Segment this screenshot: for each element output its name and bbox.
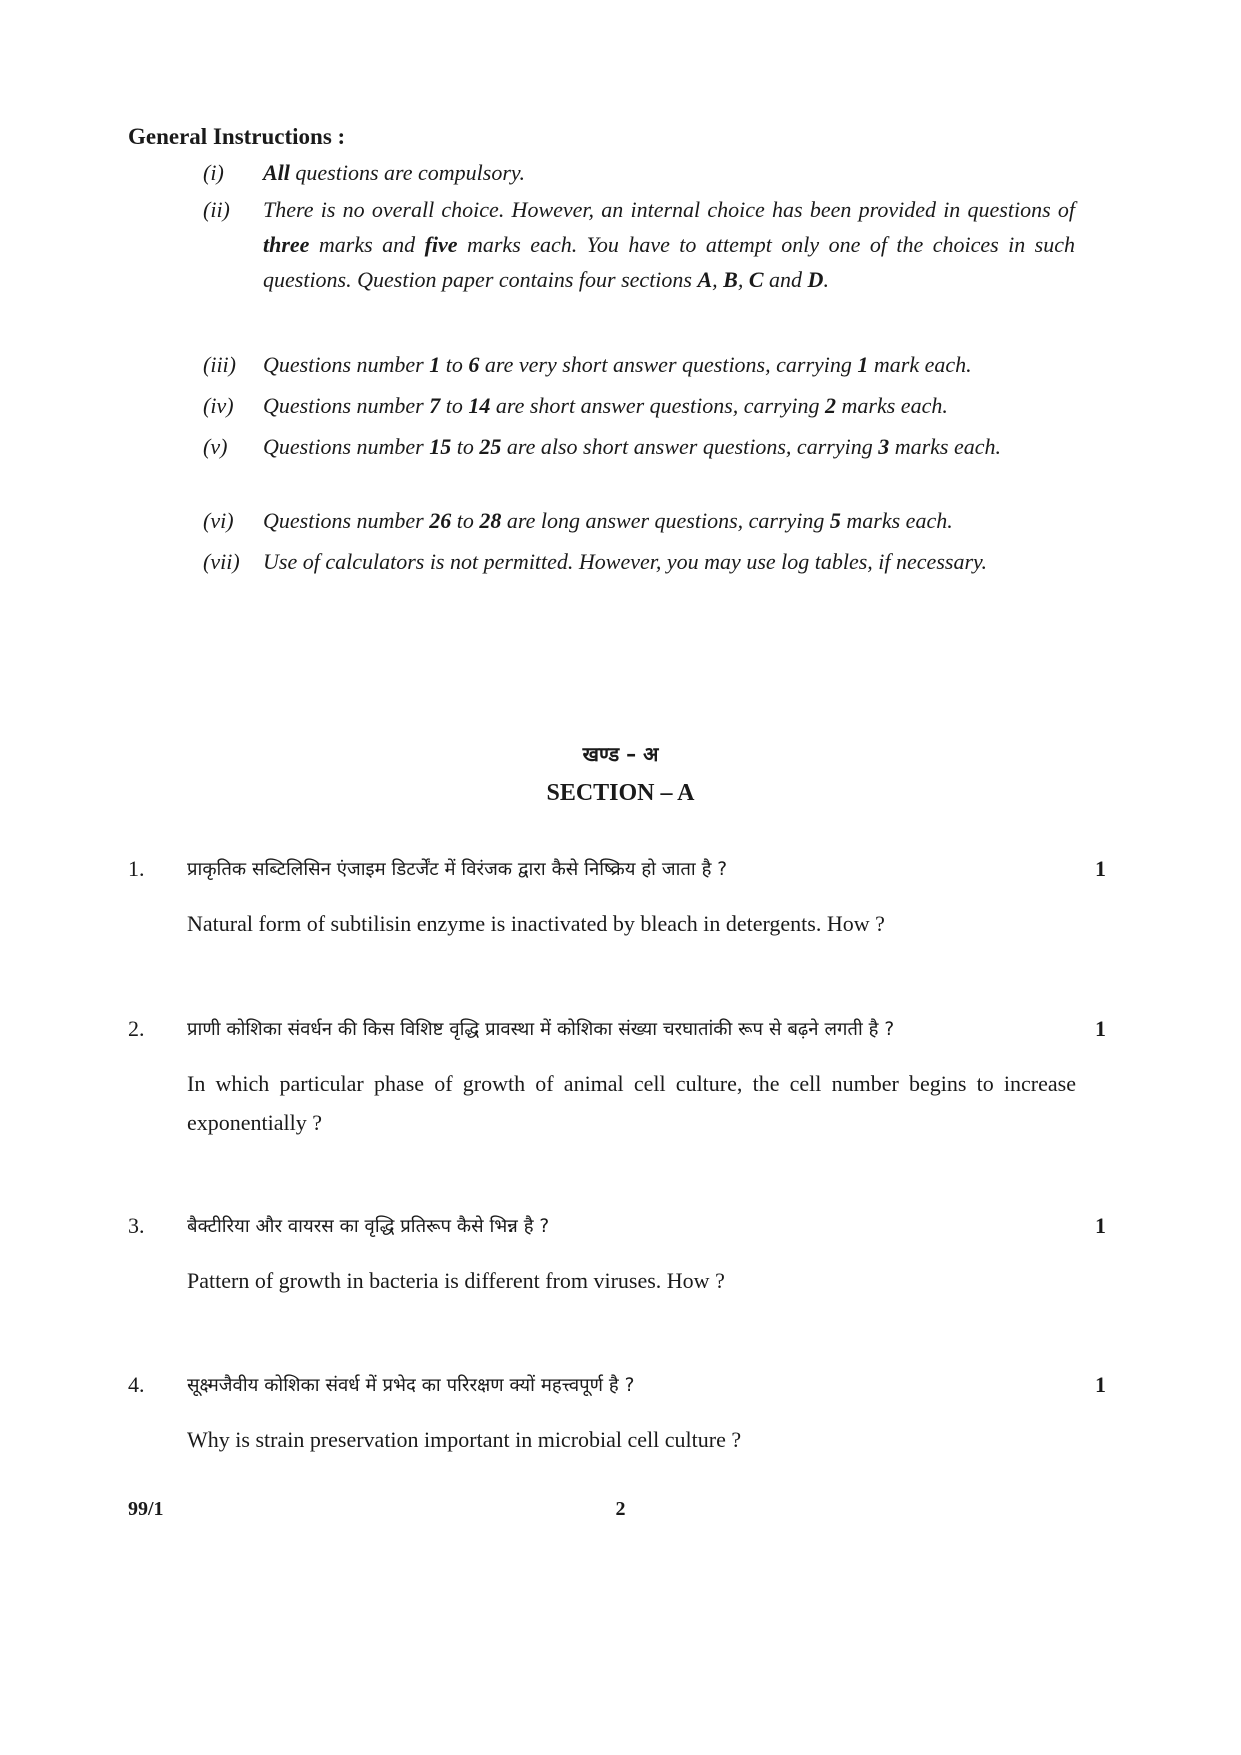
question-number: 2. xyxy=(128,1016,145,1041)
question-item xyxy=(128,1372,1106,1459)
question-item xyxy=(128,856,1106,943)
question-text-hindi: प्राणी कोशिका संवर्धन की किस विशिष्ट वृद्धि प्रावस्था में कोशिका संख्या चरघातांकी रूप से बढ़ने लगती है ? xyxy=(187,1019,895,1040)
instruction-item xyxy=(203,388,1075,423)
question-number: 1. xyxy=(128,856,145,881)
instruction-number: (vii) xyxy=(203,549,240,574)
question-text-hindi: बैक्टीरिया और वायरस का वृद्धि प्रतिरूप कैसे भिन्न है ? xyxy=(187,1216,550,1237)
page-number: 2 xyxy=(615,1498,626,1520)
question-marks: 1 xyxy=(1095,1213,1106,1238)
instruction-text: Questions number 1 to 6 are very short answer questions, carrying 1 mark each. xyxy=(263,352,972,377)
question-number: 3. xyxy=(128,1213,145,1238)
instruction-number: (iv) xyxy=(203,393,234,418)
question-text-english: Pattern of growth in bacteria is different from viruses. How ? xyxy=(187,1268,725,1293)
instruction-text: Questions number 15 to 25 are also short answer questions, carrying 3 marks each. xyxy=(263,434,1002,459)
instruction-text: There is no overall choice. However, an internal choice has been provided in questions of three marks and five marks each. You have to attempt only one of the choices in such questions. Question paper contains four sections A, B, C and D. xyxy=(263,197,1075,292)
question-marks: 1 xyxy=(1095,1372,1106,1397)
question-marks: 1 xyxy=(1095,1016,1106,1041)
section-title-english: SECTION – A xyxy=(546,780,695,806)
question-number: 4. xyxy=(128,1372,145,1397)
instruction-text: Questions number 26 to 28 are long answer questions, carrying 5 marks each. xyxy=(263,508,953,533)
question-text-hindi: प्राकृतिक सब्टिलिसिन एंजाइम डिटर्जेंट में विरंजक द्वारा कैसे निष्क्रिय हो जाता है ? xyxy=(187,859,728,880)
instruction-item xyxy=(203,347,1075,382)
instruction-item xyxy=(203,192,1075,297)
instruction-number: (vi) xyxy=(203,508,234,533)
instruction-text: Questions number 7 to 14 are short answer questions, carrying 2 marks each. xyxy=(263,393,948,418)
instruction-text: All questions are compulsory. xyxy=(263,160,525,185)
question-text-english: In which particular phase of growth of animal cell culture, the cell number begins to increase exponentially ? xyxy=(187,1071,1076,1135)
instruction-number: (ii) xyxy=(203,197,230,222)
question-text-english: Why is strain preservation important in microbial cell culture ? xyxy=(187,1427,742,1452)
question-marks: 1 xyxy=(1095,856,1106,881)
question-item xyxy=(128,1016,1106,1142)
instruction-item xyxy=(203,503,1075,538)
paper-code: 99/1 xyxy=(128,1498,164,1520)
question-item xyxy=(128,1213,1106,1300)
instruction-number: (iii) xyxy=(203,352,236,377)
instruction-number: (v) xyxy=(203,434,228,459)
instruction-item xyxy=(203,429,1075,464)
section-title-hindi: खण्ड – अ xyxy=(582,742,659,766)
question-text-english: Natural form of subtilisin enzyme is inactivated by bleach in detergents. How ? xyxy=(187,911,885,936)
general-instructions-heading: General Instructions : xyxy=(128,124,346,149)
instruction-number: (i) xyxy=(203,160,224,185)
question-text-hindi: सूक्ष्मजैवीय कोशिका संवर्ध में प्रभेद का परिरक्षण क्यों महत्त्वपूर्ण है ? xyxy=(187,1375,635,1396)
instruction-item xyxy=(203,155,1075,190)
instruction-text: Use of calculators is not permitted. However, you may use log tables, if necessary. xyxy=(263,549,988,574)
instruction-item xyxy=(203,544,1075,579)
